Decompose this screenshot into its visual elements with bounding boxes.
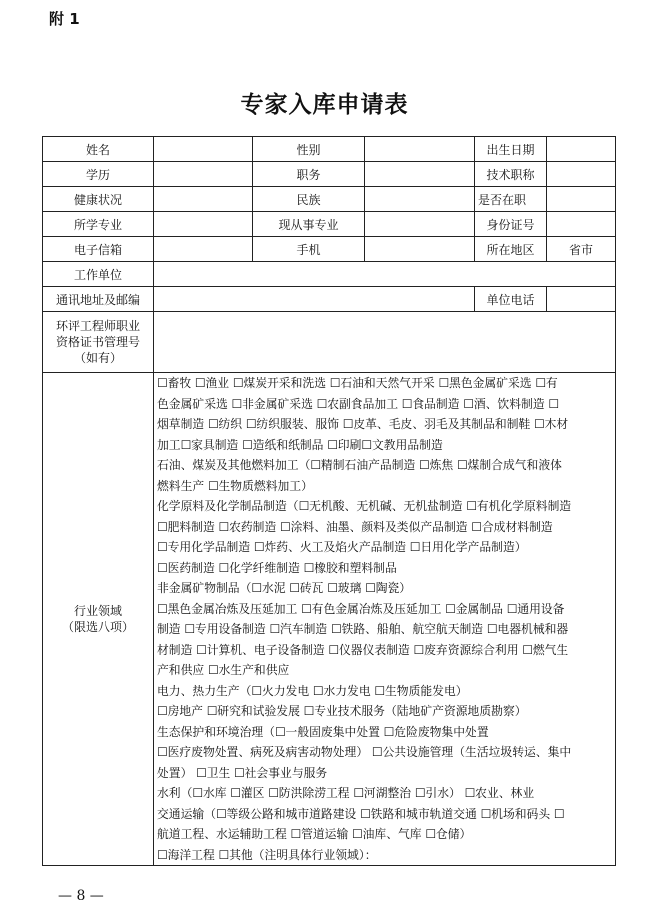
gender-label: 性别: [253, 137, 365, 162]
unit-phone-label: 单位电话: [475, 287, 547, 312]
industry-option-line[interactable]: ☐医药制造 ☐化学纤维制造 ☐橡胶和塑料制品: [157, 560, 397, 575]
industry-option-line[interactable]: 加工☐家具制造 ☐造纸和纸制品 ☐印刷☐文教用品制造: [157, 437, 443, 452]
cert-number-field[interactable]: [154, 312, 616, 373]
position-field[interactable]: [365, 162, 475, 187]
industry-label-line: （限选八项）: [61, 620, 134, 634]
application-form-table: [42, 136, 616, 866]
industry-option-line[interactable]: 化学原料及化学制品制造（☐无机酸、无机碱、无机盐制造 ☐有机化学原料制造: [157, 499, 572, 513]
industry-option-line[interactable]: ☐专用化学品制造 ☐炸药、火工及焰火产品制造 ☐日用化学产品制造）: [157, 540, 527, 554]
birth-date-field[interactable]: [547, 137, 616, 162]
form-row: [43, 187, 616, 212]
form-row: [43, 137, 616, 162]
industry-option-line[interactable]: 材制造 ☐计算机、电子设备制造 ☐仪器仪表制造 ☐废弃资源综合利用 ☐燃气生: [157, 642, 569, 657]
industry-option-line[interactable]: 交通运输（☐等级公路和城市道路建设 ☐铁路和城市轨道交通 ☐机场和码头 ☐: [157, 806, 565, 821]
industry-option-line[interactable]: ☐医疗废物处置、病死及病害动物处理） ☐公共设施管理（生活垃圾转运、集中: [157, 745, 572, 759]
industry-option-line[interactable]: 水利（☐水库 ☐灌区 ☐防洪除涝工程 ☐河湖整治 ☐引水） ☐农业、林业: [157, 786, 535, 800]
form-row: [43, 262, 616, 287]
position-label: 职务: [253, 162, 365, 187]
industry-option-line[interactable]: ☐黑色金属冶炼及压延加工 ☐有色金属冶炼及压延加工 ☐金属制品 ☐通用设备: [157, 601, 565, 616]
industry-option-line[interactable]: ☐房地产 ☐研究和试验发展 ☐专业技术服务（陆地矿产资源地质勘察）: [157, 704, 527, 718]
industry-option-line[interactable]: ☐海洋工程 ☐其他（注明具体行业领域）：: [157, 847, 377, 862]
education-field[interactable]: [154, 162, 253, 187]
page-title: 专家入库申请表: [240, 91, 409, 118]
ethnicity-label: 民族: [253, 187, 365, 212]
birth-date-label: 出生日期: [475, 137, 547, 162]
page-number: — 8 —: [58, 888, 104, 904]
ethnicity-field[interactable]: [365, 187, 475, 212]
work-unit-label: 工作单位: [43, 262, 154, 287]
industry-options[interactable]: [154, 373, 616, 866]
address-label: 通讯地址及邮编: [43, 287, 154, 312]
name-label: 姓名: [43, 137, 154, 162]
industry-option-line[interactable]: 制造 ☐专用设备制造 ☐汽车制造 ☐铁路、船舶、航空航天制造 ☐电器机械和器: [157, 622, 569, 636]
industry-option-line[interactable]: 石油、煤炭及其他燃料加工（☐精制石油产品制造 ☐炼焦 ☐煤制合成气和液体: [157, 458, 562, 472]
cert-label-line: （如有）: [73, 351, 122, 365]
industry-option-line[interactable]: 非金属矿物制品（☐水泥 ☐砖瓦 ☐玻璃 ☐陶瓷）: [157, 581, 412, 595]
industry-option-line[interactable]: 烟草制造 ☐纺织 ☐纺织服装、服饰 ☐皮革、毛皮、羽毛及其制品和制鞋 ☐木材: [157, 417, 569, 431]
gender-field[interactable]: [365, 137, 475, 162]
health-field[interactable]: [154, 187, 253, 212]
industry-option-line[interactable]: 电力、热力生产（☐火力发电 ☐水力发电 ☐生物质能发电）: [157, 683, 468, 698]
region-label: 所在地区: [475, 237, 547, 262]
mobile-label: 手机: [253, 237, 365, 262]
address-field[interactable]: [154, 287, 475, 312]
industry-option-line[interactable]: ☐肥料制造 ☐农药制造 ☐涂料、油墨、颜料及类似产品制造 ☐合成材料制造: [157, 519, 553, 534]
industry-option-line[interactable]: 燃料生产 ☐生物质燃料加工）: [157, 478, 313, 493]
cert-label-line: 资格证书管理号: [55, 335, 140, 349]
form-row: [43, 162, 616, 187]
email-label: 电子信箱: [43, 237, 154, 262]
cert-number-label: [43, 312, 154, 373]
unit-phone-field[interactable]: [547, 287, 616, 312]
education-label: 学历: [43, 162, 154, 187]
form-row: [43, 312, 616, 373]
work-unit-field[interactable]: [154, 262, 616, 287]
email-field[interactable]: [154, 237, 253, 262]
form-row: [43, 212, 616, 237]
employed-label: 是否在职: [475, 187, 547, 212]
mobile-field[interactable]: [365, 237, 475, 262]
current-major-field[interactable]: [365, 212, 475, 237]
attachment-label: 附 1: [49, 10, 80, 28]
employed-field[interactable]: [547, 187, 616, 212]
industry-option-line[interactable]: 产和供应 ☐水生产和供应: [157, 663, 290, 677]
form-row: [43, 287, 616, 312]
region-field[interactable]: 省市: [547, 237, 616, 262]
current-major-label: 现从事专业: [253, 212, 365, 237]
id-number-field[interactable]: [547, 212, 616, 237]
health-label: 健康状况: [43, 187, 154, 212]
name-field[interactable]: [154, 137, 253, 162]
major-studied-field[interactable]: [154, 212, 253, 237]
tech-title-field[interactable]: [547, 162, 616, 187]
industry-option-line[interactable]: ☐畜牧 ☐渔业 ☐煤炭开采和洗选 ☐石油和天然气开采 ☐黑色金属矿采选 ☐有: [157, 376, 558, 390]
industry-label: [43, 373, 154, 866]
industry-option-line[interactable]: 生态保护和环境治理（☐一般固废集中处置 ☐危险废物集中处置: [157, 724, 489, 739]
form-row: [43, 237, 616, 262]
industry-option-line[interactable]: 航道工程、水运辅助工程 ☐管道运输 ☐油库、气库 ☐仓储）: [157, 827, 472, 841]
form-row: [43, 373, 616, 866]
id-number-label: 身份证号: [475, 212, 547, 237]
cert-label-line: 环评工程师职业: [55, 319, 140, 333]
industry-option-line[interactable]: 色金属矿采选 ☐非金属矿采选 ☐农副食品加工 ☐食品制造 ☐酒、饮料制造 ☐: [157, 396, 559, 411]
industry-option-line[interactable]: 处置） ☐卫生 ☐社会事业与服务: [157, 765, 328, 780]
major-studied-label: 所学专业: [43, 212, 154, 237]
industry-label-line: 行业领域: [73, 604, 122, 618]
tech-title-label: 技术职称: [475, 162, 547, 187]
